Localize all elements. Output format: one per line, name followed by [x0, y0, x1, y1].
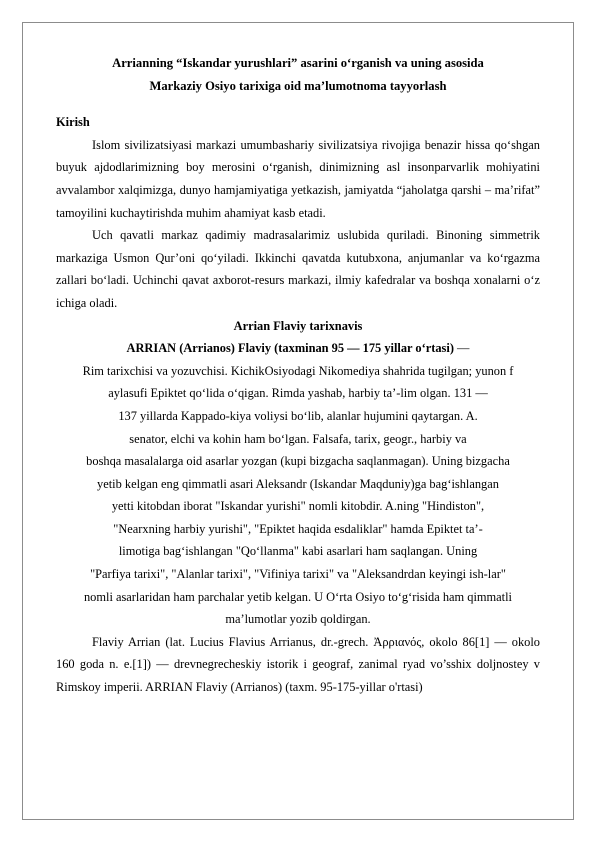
document-title-line-1: Arrianning “Iskandar yurushlari” asarini o‘rganish va uning asosida [112, 56, 484, 70]
bio-line: Rim tarixchisi va yozuvchisi. KichikOsiyodagi Nikomediya shahrida tugilgan; yunon f [82, 363, 514, 378]
bio-line: boshqa masalalarga oid asarlar yozgan (kupi bizgacha saqlanmagan). Uning bizgacha [86, 454, 510, 469]
bio-line: nomli asarlaridan ham parchalar yetib kelgan. U O‘rta Osiyo to‘g‘risida ham qimmatli [83, 589, 513, 604]
subheading: Arrian Flaviy tarixnavis [233, 318, 363, 333]
bio-line: "Parfiya tarixi", "Alanlar tarixi", "Vifiniya tarixi" va "Aleksandrdan keyingi ish-lar" [90, 567, 506, 582]
bio-dash: — [453, 341, 470, 356]
bio-line: ma’lumotlar yozib qoldirgan. [225, 612, 371, 627]
document-title-line-2: Markaziy Osiyo tarixiga oid ma’lumotnoma tayyorlash [149, 78, 447, 93]
paragraph-3: Flaviy Arrian (lat. Lucius Flavius Arrianus, dr.-grech. Ἀρριανός, okolo 86[1] — okolo 160 goda n. e.[1]) — drevnegrecheskiy istorik i geograf, zanimal ryad vo’sshix doljnostey v Rimskoy imperii. ARRIAN Flaviy (Arrianos) (taxm. 95-175-yillar o'rtasi) [56, 634, 540, 695]
bio-bold-name: ARRIAN (Arrianos) Flaviy (taxminan 95 — 175 yillar o‘rtasi) [126, 341, 454, 356]
bio-line: senator, elchi va kohin ham bo‘lgan. Falsafa, tarix, geogr., harbiy va [129, 431, 467, 446]
bio-heading-line [56, 337, 540, 360]
document-body [56, 52, 540, 699]
bio-line: yetti kitobdan iborat "Iskandar yurishi" nomli kitobdir. A.ning "Hindiston", [111, 499, 485, 514]
bio-line: limotiga bag‘ishlangan "Qo‘llanma" kabi asarlari ham saqlangan. Uning [118, 544, 478, 559]
bio-line: 137 yillarda Kappado-kiya voliysi bo‘lib, alanlar hujumini qaytargan. A. [118, 408, 478, 423]
section-heading: Kirish [56, 115, 90, 130]
paragraph-1: Islom sivilizatsiyasi markazi umumbashariy sivilizatsiya rivojiga benazir hissa qo‘shgan buyuk ajdodlarimizning boy merosini o‘rganish, dinimizning asl insonparvarlik mohiyatini avvalambor xalqimizga, dunyo hamjamiyatiga yetkazish, jamiyatda “jaholatga qarshi – ma’rifat” tamoyilini kuchaytirishda muhim ahamiyat kasb etadi. [56, 137, 540, 220]
bio-line: yetib kelgan eng qimmatli asari Aleksandr (Iskandar Maqduniy)ga bag‘ishlangan [97, 476, 499, 491]
paragraph-2: Uch qavatli markaz qadimiy madrasalarimiz uslubida quriladi. Binoning simmetrik markaziga Usmon Qur’oni qo‘yiladi. Ikkinchi qavatda kutubxona, anjumanlar va ko‘rgazma zallari bo‘ladi. Uchinchi qavat axborot-resurs markazi, ilmiy kafedralar va boshqa xonalarni o‘z ichiga oladi. [56, 228, 540, 310]
bio-line: "Nearxning harbiy yurishi", "Epiktet haqida esdaliklar" hamda Epiktet ta’- [113, 521, 483, 536]
bio-line: aylasufi Epiktet qo‘lida o‘qigan. Rimda yashab, harbiy ta’-lim olgan. 131 — [108, 386, 488, 401]
